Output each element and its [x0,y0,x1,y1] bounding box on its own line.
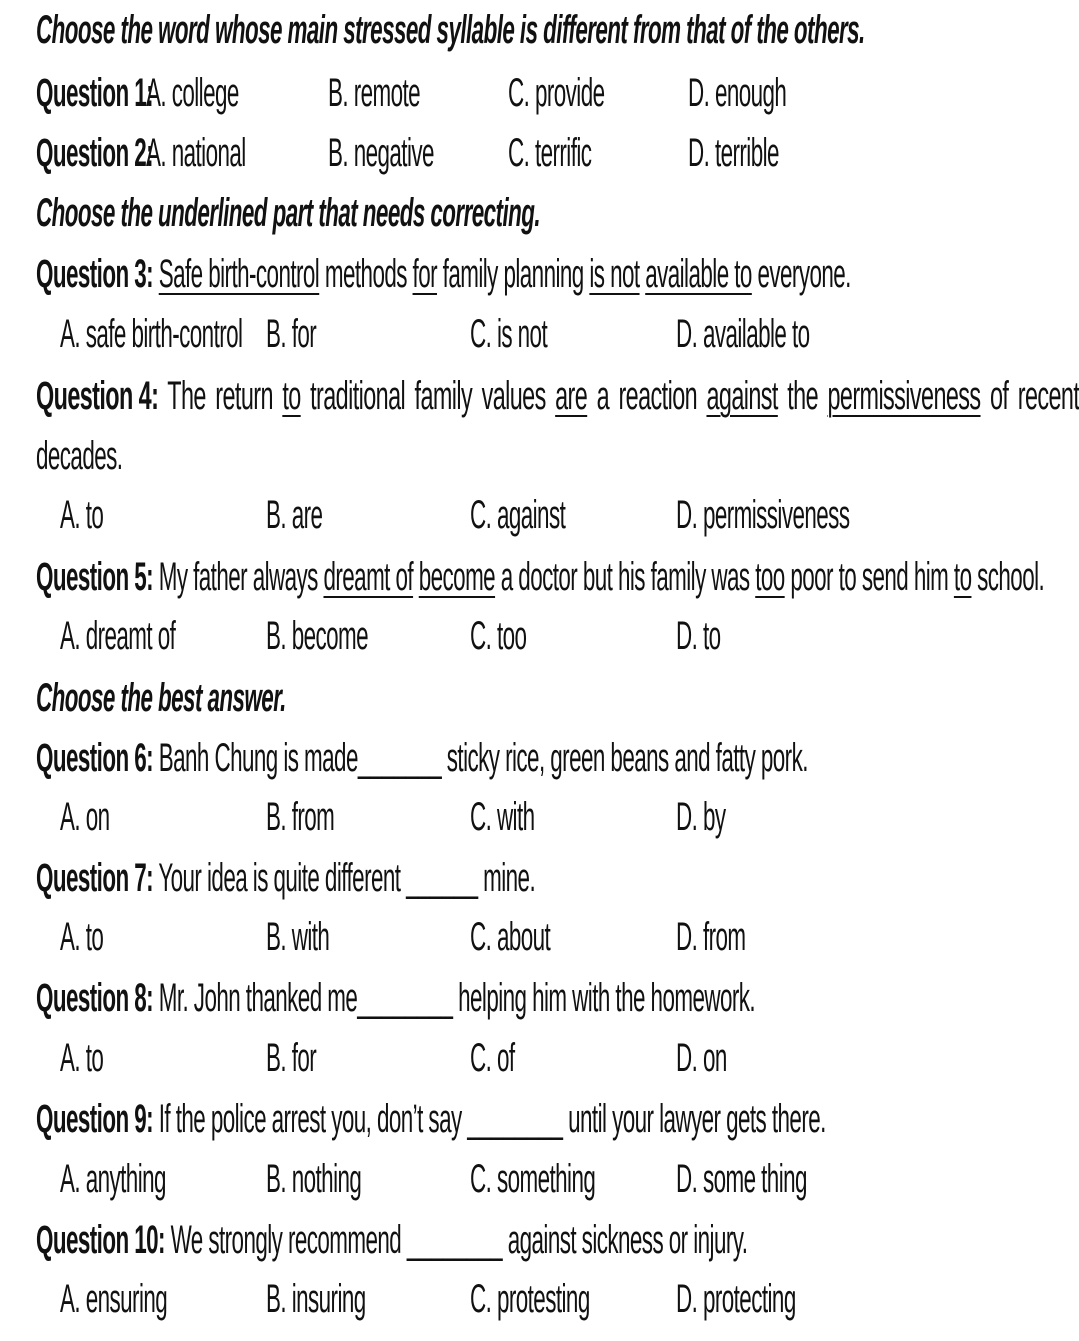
option-a: A. ensuring [60,1277,168,1321]
question-7 [36,856,535,900]
option-c: C. is not [470,312,548,356]
option-b: B. nothing [266,1157,362,1201]
sentence-text: methods [319,252,413,296]
option-b: B. remote [328,71,421,115]
option-d: D. from [676,915,746,959]
option-d: D. by [676,795,726,839]
question-label: Question 3: [36,252,154,296]
option-d: D. to [676,614,721,658]
sentence-text: school. [971,555,1045,599]
option-a: A. to [60,1036,104,1080]
option-d: D. permissiveness [676,493,850,537]
option-b: B. for [266,312,317,356]
sentence-text: of recent [980,374,1079,418]
question-label: Question 2: [36,131,154,175]
option-a: A. dreamt of [60,614,176,658]
underlined-part-b: for [412,252,438,296]
question-5 [36,555,1044,599]
option-a: A. anything [60,1157,166,1201]
sentence-text: The return [158,374,283,418]
question-9 [36,1097,826,1141]
option-a: A. college [146,71,239,115]
option-d: D. protecting [676,1277,796,1321]
question-label: Question 10: [36,1218,165,1262]
sentence-text: If the police arrest you, don’t say ________ until your lawyer gets there. [153,1097,826,1141]
instruction-stress: Choose the word whose main stressed syllable is different from that of the others. [36,8,865,52]
option-c: C. something [470,1157,596,1201]
option-b: B. become [266,614,369,658]
option-c: C. too [470,614,527,658]
option-a: A. to [60,915,104,959]
underlined-part-c: too [755,555,785,599]
underlined-part-a: to [282,374,301,418]
option-c: C. protesting [470,1277,590,1321]
sentence-text: Your idea is quite different ______ mine. [153,856,536,900]
option-a: A. to [60,493,104,537]
sentence-text: decades. [36,434,123,478]
question-1 [36,71,153,115]
question-8 [36,976,755,1020]
underlined-part-d: permissiveness [827,374,981,418]
option-b: B. negative [328,131,434,175]
question-label: Question 4: [36,374,159,418]
underlined-part-d: to [953,555,972,599]
option-a: A. national [146,131,246,175]
question-4-continuation [36,434,122,478]
sentence-text: a reaction [587,374,707,418]
sentence-text: traditional family values [300,374,556,418]
option-b: B. with [266,915,330,959]
option-d: D. some thing [676,1157,807,1201]
option-a: A. safe birth-control [60,312,243,356]
question-label: Question 9: [36,1097,154,1141]
option-a: A. on [60,795,110,839]
underlined-part-d: available to [645,252,752,296]
option-d: D. enough [688,71,787,115]
sentence-text: poor to send him [784,555,954,599]
question-2 [36,131,153,175]
question-label: Question 7: [36,856,154,900]
option-b: B. are [266,493,323,537]
sentence-text: a doctor but his family was [495,555,756,599]
question-label: Question 5: [36,555,154,599]
option-d: D. terrible [688,131,779,175]
sentence-text: Mr. John thanked me________ helping him with the homework. [153,976,756,1020]
sentence-text: We strongly recommend ________ against sickness or injury. [164,1218,748,1262]
instruction-best-answer: Choose the best answer. [36,676,286,720]
sentence-text: the [777,374,828,418]
underlined-part-b: become [418,555,496,599]
question-label: Question 1: [36,71,154,115]
underlined-part-c: is not [589,252,640,296]
underlined-part-c: against [706,374,778,418]
sentence-text: Banh Chung is made_______ sticky rice, green beans and fatty pork. [153,736,808,780]
underlined-part-b: are [555,374,588,418]
sentence-text: family planning [437,252,590,296]
question-6 [36,736,808,780]
underlined-part-a: dreamt of [323,555,414,599]
option-c: C. provide [508,71,605,115]
underlined-part-a: Safe birth-control [158,252,320,296]
option-c: C. against [470,493,566,537]
option-c: C. terrific [508,131,592,175]
option-c: C. with [470,795,535,839]
sentence-text: everyone. [751,252,851,296]
option-b: B. for [266,1036,317,1080]
option-d: D. on [676,1036,727,1080]
option-c: C. about [470,915,551,959]
option-c: C. of [470,1036,515,1080]
question-label: Question 6: [36,736,154,780]
option-d: D. available to [676,312,810,356]
option-b: B. insuring [266,1277,366,1321]
question-3 [36,252,851,296]
question-10 [36,1218,747,1262]
option-b: B. from [266,795,335,839]
instruction-correcting: Choose the underlined part that needs correcting. [36,191,541,235]
question-label: Question 8: [36,976,154,1020]
sentence-text: My father always [153,555,324,599]
question-4 [36,374,1079,418]
